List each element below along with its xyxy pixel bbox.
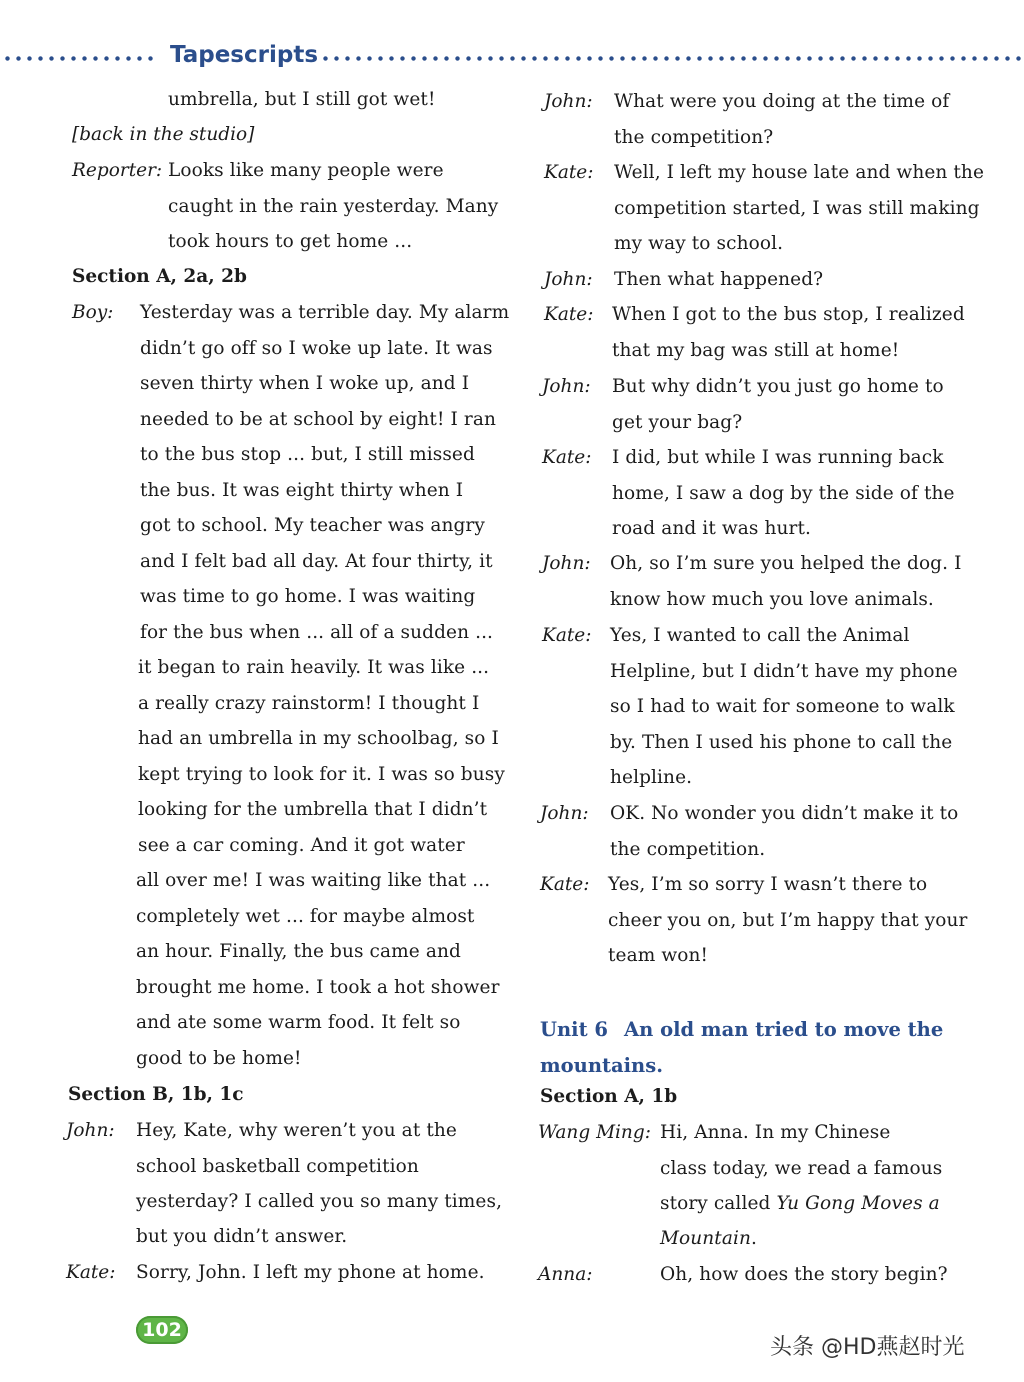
- wang-ming-line-text: story called: [660, 1193, 777, 1214]
- dialogue-line: OK. No wonder you didn’t make it to: [610, 803, 959, 824]
- boy-line: all over me! I was waiting like that ...: [136, 870, 491, 891]
- anna-line: Oh, how does the story begin?: [660, 1264, 948, 1285]
- wang-ming-line: Hi, Anna. In my Chinese: [660, 1122, 891, 1143]
- kate-speaker: Kate:: [66, 1262, 116, 1283]
- boy-line: see a car coming. And it got water: [138, 835, 465, 856]
- boy-line: needed to be at school by eight! I ran: [140, 409, 496, 430]
- reporter-line: Looks like many people were: [168, 160, 444, 181]
- dialogue-line: my way to school.: [614, 233, 784, 254]
- boy-line: the bus. It was eight thirty when I: [140, 480, 464, 501]
- intro-continuation: umbrella, but I still got wet!: [168, 89, 436, 110]
- dialogue-line: know how much you love animals.: [610, 589, 934, 610]
- story-title-continued: Mountain: [660, 1228, 752, 1249]
- dialogue-line: so I had to wait for someone to walk: [610, 696, 955, 717]
- dialogue-line: helpline.: [610, 767, 693, 788]
- dialogue-speaker: John:: [542, 553, 591, 574]
- wang-ming-line: class today, we read a famous: [660, 1158, 943, 1179]
- john-line: yesterday? I called you so many times,: [136, 1191, 503, 1212]
- wang-ming-speaker: Wang Ming:: [538, 1122, 651, 1143]
- boy-line: looking for the umbrella that I didn’t: [138, 799, 488, 820]
- dialogue-speaker: Kate:: [540, 874, 590, 895]
- john-line: school basketball competition: [136, 1156, 419, 1177]
- boy-line: got to school. My teacher was angry: [140, 515, 485, 536]
- dialogue-line: But why didn’t you just go home to: [612, 376, 944, 397]
- period: .: [751, 1228, 757, 1249]
- boy-line: was time to go home. I was waiting: [140, 586, 476, 607]
- reporter-line: caught in the rain yesterday. Many: [168, 196, 499, 217]
- wang-ming-line: [660, 1228, 757, 1250]
- watermark: 头条 @HD燕赵时光: [770, 1335, 965, 1360]
- boy-line: for the bus when ... all of a sudden ...: [140, 622, 494, 643]
- studio-note: [back in the studio]: [72, 124, 255, 145]
- boy-line: it began to rain heavily. It was like ...: [138, 657, 490, 678]
- boy-line: a really crazy rainstorm! I thought I: [138, 693, 480, 714]
- dialogue-speaker: John:: [544, 269, 593, 290]
- dialogue-line: team won!: [608, 945, 709, 966]
- dialogue-line: When I got to the bus stop, I realized: [612, 304, 965, 325]
- boy-line: didn’t go off so I woke up late. It was: [140, 338, 493, 359]
- dialogue-line: What were you doing at the time of: [614, 91, 950, 112]
- boy-speaker: Boy:: [72, 302, 114, 323]
- section-heading: Section A, 1b: [540, 1086, 678, 1107]
- unit-title-continued: mountains.: [540, 1054, 663, 1077]
- story-title: Yu Gong Moves a: [776, 1193, 940, 1214]
- dialogue-line: get your bag?: [612, 412, 743, 433]
- tapescripts-header: [0, 40, 1024, 76]
- boy-line: completely wet ... for maybe almost: [136, 906, 475, 927]
- unit-number: Unit 6: [540, 1018, 608, 1041]
- unit-title: An old man tried to move the: [624, 1018, 944, 1041]
- boy-line: to the bus stop ... but, I still missed: [140, 444, 475, 465]
- boy-line: kept trying to look for it. I was so busy: [138, 764, 505, 785]
- john-line: Hey, Kate, why weren’t you at the: [136, 1120, 457, 1141]
- dialogue-line: home, I saw a dog by the side of the: [612, 483, 955, 504]
- dialogue-speaker: Kate:: [542, 447, 592, 468]
- dialogue-speaker: John:: [542, 376, 591, 397]
- dialogue-speaker: Kate:: [544, 304, 594, 325]
- dialogue-speaker: Kate:: [544, 162, 594, 183]
- dialogue-speaker: John:: [540, 803, 589, 824]
- kate-line: Sorry, John. I left my phone at home.: [136, 1262, 485, 1283]
- boy-line: and I felt bad all day. At four thirty, it: [140, 551, 493, 572]
- boy-line: had an umbrella in my schoolbag, so I: [138, 728, 499, 749]
- dialogue-line: road and it was hurt.: [612, 518, 811, 539]
- boy-line: good to be home!: [136, 1048, 302, 1069]
- section-heading: Section B, 1b, 1c: [68, 1084, 244, 1105]
- boy-line: an hour. Finally, the bus came and: [136, 941, 461, 962]
- dialogue-speaker: John:: [544, 91, 593, 112]
- reporter-speaker: Reporter:: [72, 160, 163, 181]
- section-heading: Section A, 2a, 2b: [72, 266, 247, 287]
- dialogue-line: the competition.: [610, 839, 766, 860]
- dialogue-line: Yes, I wanted to call the Animal: [610, 625, 910, 646]
- dialogue-line: competition started, I was still making: [614, 198, 980, 219]
- dialogue-line: I did, but while I was running back: [612, 447, 944, 468]
- reporter-line: took hours to get home ...: [168, 231, 413, 252]
- boy-line: brought me home. I took a hot shower: [136, 977, 500, 998]
- dialogue-line: Then what happened?: [614, 269, 824, 290]
- anna-speaker: Anna:: [538, 1264, 593, 1285]
- dialogue-line: the competition?: [614, 127, 774, 148]
- boy-line: Yesterday was a terrible day. My alarm: [140, 302, 510, 323]
- header-dots-right: [320, 56, 1022, 61]
- dialogue-speaker: Kate:: [542, 625, 592, 646]
- john-line: but you didn’t answer.: [136, 1226, 348, 1247]
- dialogue-line: Yes, I’m so sorry I wasn’t there to: [608, 874, 928, 895]
- john-speaker: John:: [66, 1120, 115, 1141]
- dialogue-line: Helpline, but I didn’t have my phone: [610, 661, 958, 682]
- boy-line: seven thirty when I woke up, and I: [140, 373, 470, 394]
- dialogue-line: by. Then I used his phone to call the: [610, 732, 953, 753]
- page-number-badge: 102: [136, 1316, 188, 1344]
- boy-line: and ate some warm food. It felt so: [136, 1012, 461, 1033]
- dialogue-line: that my bag was still at home!: [612, 340, 900, 361]
- dialogue-line: Well, I left my house late and when the: [614, 162, 984, 183]
- dialogue-line: Oh, so I’m sure you helped the dog. I: [610, 553, 962, 574]
- dialogue-line: cheer you on, but I’m happy that your: [608, 910, 968, 931]
- header-dots-left: [2, 56, 157, 61]
- header-title: Tapescripts: [170, 42, 319, 68]
- wang-ming-line: [660, 1193, 940, 1215]
